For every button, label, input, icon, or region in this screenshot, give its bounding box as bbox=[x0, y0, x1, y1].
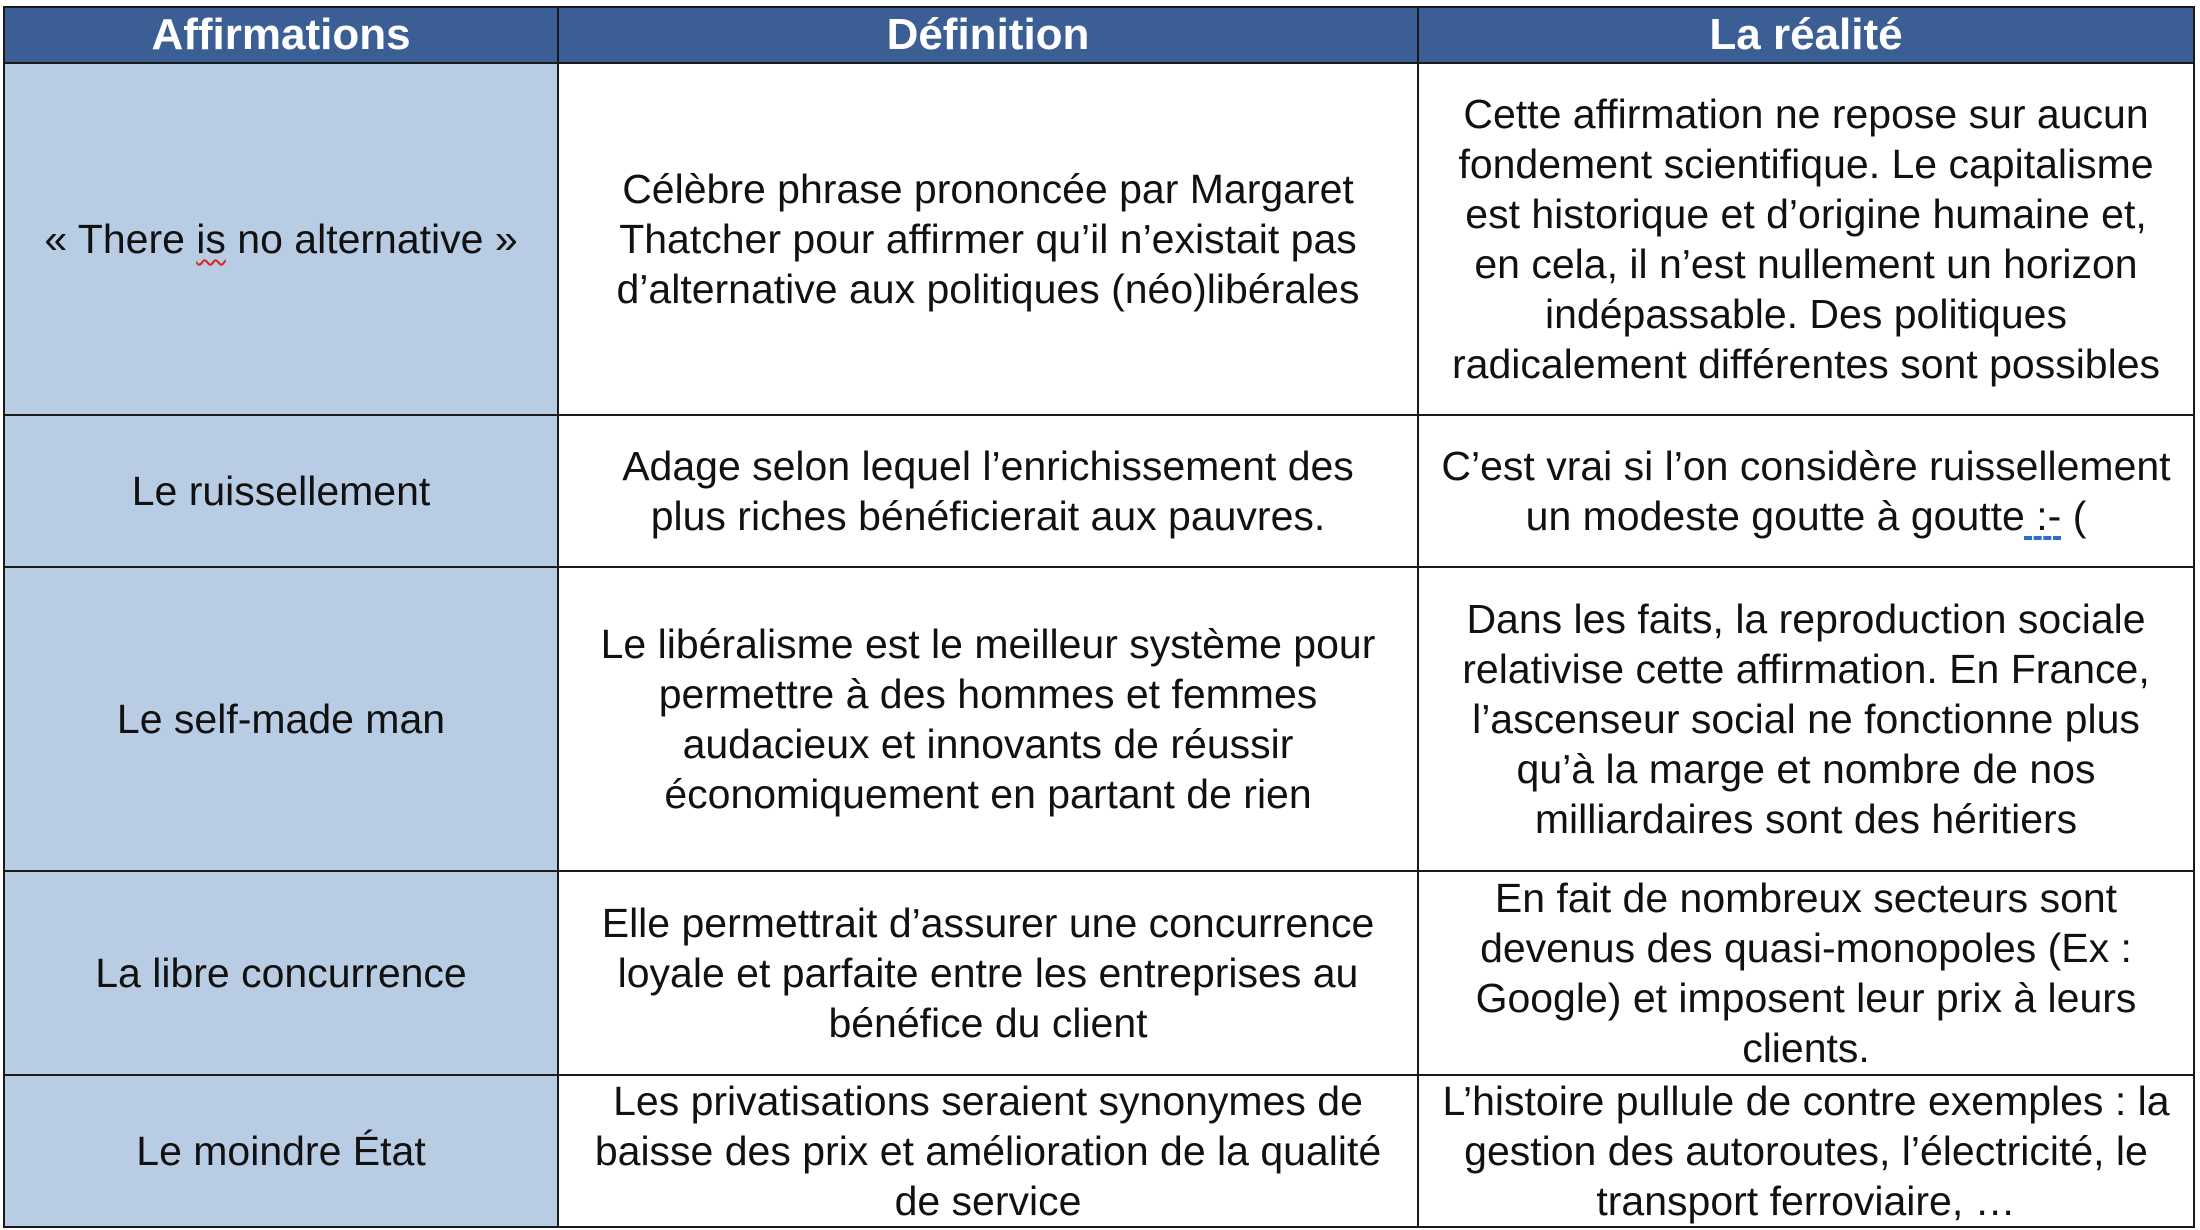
affirmation-cell: Le moindre État bbox=[4, 1075, 558, 1227]
reality-cell: En fait de nombreux secteurs sont devenus des quasi-monopoles (Ex : Google) et imposent leur prix à leurs clients. bbox=[1418, 871, 2194, 1075]
table-row bbox=[4, 415, 2194, 567]
affirmation-cell: La libre concurrence bbox=[4, 871, 558, 1075]
definition-cell: Elle permettrait d’assurer une concurrence loyale et parfaite entre les entreprises au bénéfice du client bbox=[558, 871, 1418, 1075]
table-row bbox=[4, 871, 2194, 1075]
definition-cell: Les privatisations seraient synonymes de baisse des prix et amélioration de la qualité de service bbox=[558, 1075, 1418, 1227]
header-affirmations: Affirmations bbox=[4, 7, 558, 63]
definition-cell: Célèbre phrase prononcée par Margaret Thatcher pour affirmer qu’il n’existait pas d’alternative aux politiques (néo)libérales bbox=[558, 63, 1418, 415]
table-row bbox=[4, 63, 2194, 415]
spelling-flagged-word: is bbox=[196, 216, 226, 262]
reality-cell: L’histoire pullule de contre exemples : la gestion des autoroutes, l’électricité, le transport ferroviaire, … bbox=[1418, 1075, 2194, 1227]
reality-text-pre: C’est vrai si l’on considère ruissellement un modeste goutte à goutte bbox=[1441, 443, 2171, 539]
definition-cell: Adage selon lequel l’enrichissement des plus riches bénéficierait aux pauvres. bbox=[558, 415, 1418, 567]
affirmation-text-post: no alternative » bbox=[225, 216, 518, 262]
affirmation-cell: Le self-made man bbox=[4, 567, 558, 871]
reality-cell: Dans les faits, la reproduction sociale relativise cette affirmation. En France, l’ascenseur social ne fonctionne plus qu’à la marge et nombre de nos milliardaires sont des héritiers bbox=[1418, 567, 2194, 871]
affirmation-cell: Le ruissellement bbox=[4, 415, 558, 567]
affirmation-cell bbox=[4, 63, 558, 415]
header-definition: Définition bbox=[558, 7, 1418, 63]
reality-cell bbox=[1418, 415, 2194, 567]
reality-text-post: ( bbox=[2061, 493, 2087, 539]
table-row bbox=[4, 567, 2194, 871]
affirmation-text-pre: « There bbox=[44, 216, 197, 262]
header-reality: La réalité bbox=[1418, 7, 2194, 63]
header-row bbox=[4, 7, 2194, 63]
comparison-table bbox=[3, 6, 2195, 1228]
grammar-flagged-text: :- bbox=[2024, 493, 2062, 539]
table-row bbox=[4, 1075, 2194, 1227]
definition-cell: Le libéralisme est le meilleur système pour permettre à des hommes et femmes audacieux et innovants de réussir économiquement en partant de rien bbox=[558, 567, 1418, 871]
reality-cell: Cette affirmation ne repose sur aucun fondement scientifique. Le capitalisme est historique et d’origine humaine et, en cela, il n’est nullement un horizon indépassable. Des politiques radicalement différentes sont possibles bbox=[1418, 63, 2194, 415]
